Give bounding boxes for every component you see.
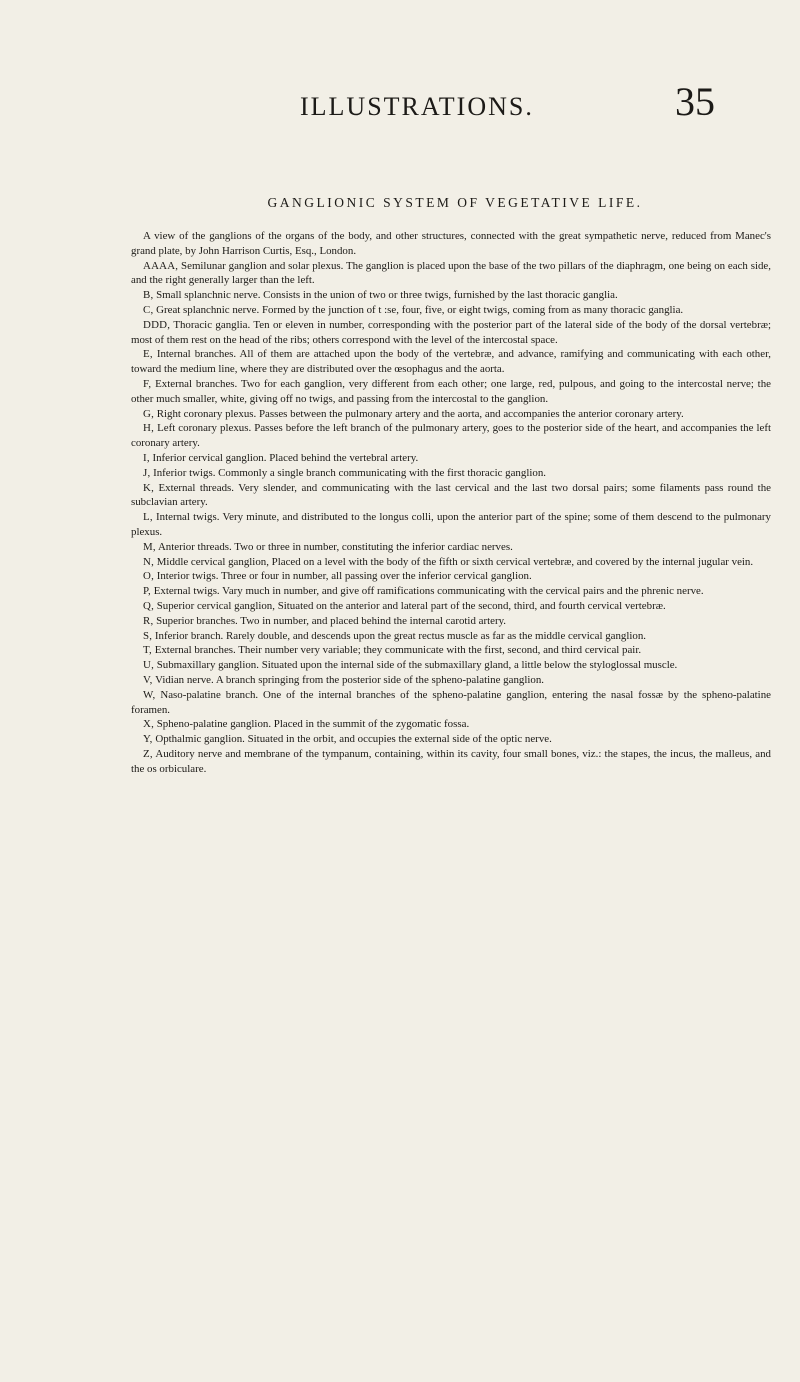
list-item: [131, 569, 771, 584]
entry-key: Y,: [143, 733, 153, 746]
entry-key: M,: [143, 540, 156, 553]
list-item: [131, 540, 771, 555]
list-item: [131, 732, 771, 747]
entry-text: Inferior twigs. Commonly a single branch communicating with the first thoracic ganglion.: [153, 466, 546, 479]
entry-key: L,: [143, 511, 153, 524]
entry-key: C,: [143, 303, 154, 316]
entry-key: G,: [143, 407, 154, 420]
list-item: [131, 377, 771, 407]
entry-text: Vidian nerve. A branch springing from the posterior side of the spheno-palatine ganglion.: [155, 673, 545, 686]
list-item: [131, 318, 771, 348]
entry-text: Opthalmic ganglion. Situated in the orbit, and occupies the external side of the optic nerve.: [155, 733, 552, 746]
list-item: [131, 259, 771, 289]
list-item: [131, 288, 771, 303]
list-item: [131, 717, 771, 732]
entry-text: Spheno-palatine ganglion. Placed in the summit of the zygomatic fossa.: [156, 718, 470, 731]
entry-text: External threads. Very slender, and communicating with the last cervical and the last two dorsal pairs; some filaments pass round the subclavian artery.: [131, 481, 771, 509]
list-item: [131, 629, 771, 644]
entry-text: External branches. Their number very variable; they communicate with the first, second, and third cervical pair.: [154, 644, 642, 657]
entry-text: External branches. Two for each ganglion, very different from each other; one large, red, pulpous, and going to the intercostal nerve; the other much smaller, white, giving off no twigs, and passing from the intercostal to the ganglion.: [131, 377, 771, 405]
list-item: [131, 481, 771, 511]
section-title: GANGLIONIC SYSTEM OF VEGETATIVE LIFE.: [267, 195, 643, 210]
entry-key: R,: [143, 614, 154, 627]
entry-text: Submaxillary ganglion. Situated upon the internal side of the submaxillary gland, a little below the styloglossal muscle.: [156, 659, 678, 672]
entry-key: B,: [143, 289, 154, 302]
entry-text: Internal twigs. Very minute, and distributed to the longus colli, upon the anterior part of the spine; some of them descend to the pulmonary plexus.: [131, 511, 771, 538]
entry-text: Superior cervical ganglion, Situated on the anterior and lateral part of the second, third, and fourth cervical vertebræ.: [156, 599, 666, 612]
entry-key: E,: [143, 348, 153, 361]
entry-text: Auditory nerve and membrane of the tympanum, containing, within its cavity, four small bones, viz.: the stapes, the incus, the malleus, and the os orbiculare.: [131, 747, 771, 775]
list-item: [131, 347, 771, 377]
entry-key: T,: [143, 644, 152, 657]
entry-key: N,: [143, 555, 154, 568]
entry-text: Semilunar ganglion and solar plexus. The ganglion is placed upon the base of the two pillars of the diaphragm, one being on each side, and the right generally larger than the left.: [131, 259, 771, 287]
entry-text: Interior twigs. Three or four in number, all passing over the inferior cervical ganglion.: [156, 570, 532, 583]
intro-paragraph: A view of the ganglions of the organs of the body, and other structures, connected with the great sympathetic nerve, reduced from Manec's grand plate, by John Harrison Curtis, Esq., London.: [131, 230, 771, 257]
list-item: [131, 584, 771, 599]
entry-text: Middle cervical ganglion, Placed on a level with the body of the fifth or sixth cervical vertebræ, and covered by the internal jugular vein.: [156, 555, 754, 568]
entry-text: External twigs. Vary much in number, and give off ramifications communicating with the cervical pairs and the phrenic nerve.: [153, 585, 704, 598]
text-body: [131, 229, 771, 776]
list-item: [131, 407, 771, 422]
entry-key: P,: [143, 585, 151, 598]
list-item: [131, 614, 771, 629]
entry-key: F,: [143, 377, 152, 390]
entry-key: U,: [143, 659, 154, 672]
entry-key: S,: [143, 629, 153, 642]
entry-text: Left coronary plexus. Passes before the left branch of the pulmonary artery, goes to the posterior side of the heart, and accompanies the left coronary artery.: [131, 422, 771, 450]
entry-text: Great splanchnic nerve. Formed by the junction of t :se, four, five, or eight twigs, coming from as many thoracic ganglia.: [156, 303, 684, 316]
entry-text: Superior branches. Two in number, and placed behind the internal carotid artery.: [156, 614, 507, 627]
entry-key: I,: [143, 451, 150, 464]
list-item: [131, 466, 771, 481]
entry-text: Right coronary plexus. Passes between the pulmonary artery and the aorta, and accompanies the anterior coronary artery.: [156, 407, 684, 420]
list-item: [131, 451, 771, 466]
list-item: [131, 303, 771, 318]
list-item: [131, 673, 771, 688]
entry-text: Internal branches. All of them are attached upon the body of the vertebræ, and advance, ramifying and communicating with each other, toward the medium line, where they are distributed over the œsophagus and the aorta.: [131, 348, 771, 376]
entry-key: J,: [143, 466, 151, 479]
list-item: [131, 747, 771, 777]
entry-text: Small splanchnic nerve. Consists in the union of two or three twigs, furnished by the last thoracic ganglia.: [156, 289, 618, 302]
entry-key: AAAA,: [143, 259, 179, 272]
entry-key: DDD,: [143, 318, 171, 331]
entry-key: Q,: [143, 599, 154, 612]
entry-key: X,: [143, 718, 154, 731]
entry-text: Inferior branch. Rarely double, and descends upon the great rectus muscle as far as the middle cervical ganglion.: [154, 629, 647, 642]
entry-key: Z,: [143, 747, 153, 760]
list-item: [131, 421, 771, 451]
list-item: [131, 599, 771, 614]
entry-text: Thoracic ganglia. Ten or eleven in number, corresponding with the posterior part of the lateral side of the body of the dorsal vertebræ; most of them rest on the head of the ribs; others correspond with the level of the intercostal space.: [131, 318, 771, 346]
list-item: [131, 658, 771, 673]
entry-text: Naso-palatine branch. One of the internal branches of the spheno-palatine ganglion, entering the nasal fossæ by the spheno-palatine foramen.: [131, 688, 771, 716]
list-item: [131, 510, 771, 540]
list-item: [131, 643, 771, 658]
entry-key: V,: [143, 673, 153, 686]
entry-key: H,: [143, 422, 154, 435]
page-number: 35: [675, 79, 715, 124]
entry-text: Anterior threads. Two or three in number, constituting the inferior cardiac nerves.: [157, 540, 513, 553]
entry-key: W,: [143, 688, 156, 701]
list-item: [131, 555, 771, 570]
list-item: [131, 688, 771, 718]
running-title: ILLUSTRATIONS.: [300, 92, 534, 121]
entry-key: O,: [143, 570, 154, 583]
entry-key: K,: [143, 481, 154, 494]
entry-list: [131, 259, 771, 777]
entry-text: Inferior cervical ganglion. Placed behind the vertebral artery.: [152, 451, 419, 464]
